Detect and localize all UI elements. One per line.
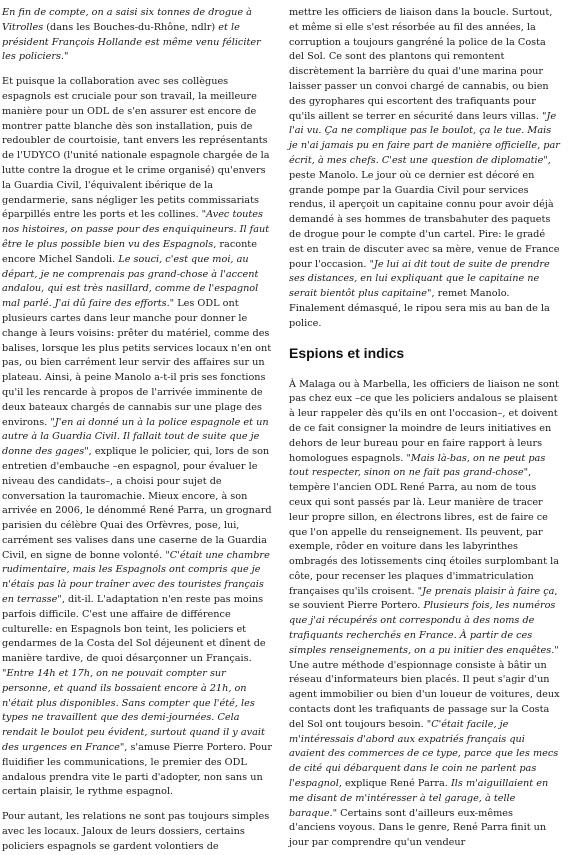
quote-run: "C'était une chambre rudimentaire, mais les Espagnols ont compris que je n'étais pas là pour traîner avec des touristes français en terrasse" (2, 549, 270, 606)
text-run: , explique René Parra. (338, 778, 451, 790)
text-run: , raconte encore Michel Sandoli. (2, 238, 257, 265)
text-run: , dit-il. L'adaptation n'en reste pas moins parfois difficile. C'est une affaire de différence culturelle: en Espagnols bon teint, les policiers et gendarmes de la Costa del Sol déjeunent et dînent de manière tardive, de quoi désarçonner un Français. (2, 594, 266, 665)
left-column (2, 6, 273, 855)
paragraph-relations (2, 810, 273, 854)
text-run: , s'amuse Pierre Portero. Pour fluidifier les communications, le premier des ODL andalous prendra vite le parti d'adopter, non sans un certain plaisir, le rythme espagnol. (2, 742, 272, 798)
paragraph-collaboration (2, 75, 273, 800)
text-run: , tempère l'ancien ODL René Parra, au nom de tous ceux qui sont passés par là. Leur manière de tracer leur propre sillon, en électrons libres, est de faire ce que l'on appelle du renseignement. Ils peuvent, par exemple, rôder en voiture dans les labyrinthes ombragés des lotissements cinq étoiles surplombant la côte, pour recenser les plaques d'immatriculation françaises qu'ils croisent. (289, 467, 560, 597)
text-run: mettre les officiers de liaison dans la boucle. Surtout, et même si elle s'est résorbée au fil des années, la corruption a toujours gangréné la police de la Costa del Sol. Ce sont des plantons qui remontent discrètement la barrière du quai d'une marina pour laisser passer un convoi chargé de cannabis, ou bien des gyrophares qui escortent des trafiquants pour qu'ils aillent se terrer en sécurité dans leurs villas. (289, 7, 553, 122)
text-run: , se souvient Pierre Portero. (289, 585, 558, 612)
quote-run: "Je lui ai dit tout de suite de prendre ses distances, en lui expliquant que le capitaine ne serait bientôt plus capitaine" (289, 258, 550, 300)
text-run: Certains sont d'ailleurs eux-mêmes d'anciens voyous. Dans le genre, René Parra finit un jour par comprendre qu'un vendeur (289, 807, 547, 849)
quote-run: Le souci, c'est que moi, au départ, je ne comprenais pas grand-chose à l'accent andalou, qui est très nasillard, comme de l'espagnol mal parlé. J'ai dû faire des efforts." (2, 253, 259, 310)
quote-run: Ils m'aiguillaient en me disant de m'intéresser à tel garage, à telle baraque." (289, 778, 549, 819)
text-run: (dans les Bouches-du-Rhône, ndlr) (43, 21, 219, 33)
paragraph-intro-quote (2, 6, 273, 65)
quote-run: "C'était facile, je m'intéressais d'abord aux expatriés français qui avaient des commerces de ce type, parce que les mecs de cité qui débarquent dans le coin ne parlent pas l'espagnol (289, 718, 559, 790)
paragraph-corruption (289, 6, 560, 332)
quote-run: "Mais là-bas, on ne peut pas tout respecter, sinon on ne fait pas grand-chose" (289, 452, 546, 479)
quote-run: "Avec toutes nos histoires, on passe pour des enquiquineurs. Il faut être le plus possible bien vu des Espagnols (2, 209, 270, 250)
text-run: Les ODL ont plusieurs cartes dans leur manche pour donner le change à leurs voisins: prêter du matériel, comme des balises, lorsque les plus petits services locaux n'en ont pas, ou bien carrément leur servir des affaires sur un plateau. Ainsi, à peine Manolo a-t-il pris ses fonctions qu'il les rencarde à propos de l'arrivée imminente de deux bateaux chargés de cannabis sur une plage des environs. (2, 298, 272, 428)
quote-run: "Je prenais plaisir à faire ça (417, 585, 555, 597)
paragraph-espions (289, 378, 560, 852)
text-run: , peste Manolo. Le jour où ce dernier est décoré en grande pompe par la Guardia Civil pour services rendus, il aperçoit un capitaine connu pour avoir déjà demandé à ses hommes de transbahuter des paquets de drogue pour le compte d'un cartel. Pire: le gradé est en train de discuter avec sa mère, venue de France pour l'occasion. (289, 154, 560, 270)
text-run: Et puisque la collaboration avec ses collègues espagnols est cruciale pour son travail, la meilleure manière pour un ODL de s'en assurer est encore de montrer patte blanche dès son installation, puis de redoubler de courtoisie, tant envers les représentants de l'UDYCO (l'unité nationale espagnole chargée de la lutte contre la drogue et le crime organisé) qu'envers la Guardia Civil, l'équivalent ibérique de la gendarmerie, sans négliger les petits commissariats éparpillés entre les ports et les collines. (2, 76, 270, 221)
quote-run: "Je l'ai vu. Ça ne complique pas le boulot, ça le tue. Mais je n'ai jamais pu en faire part de manière officielle, par écrit, à mes chefs. C'est une question de diplomatie" (289, 110, 560, 166)
text-run: Une autre méthode d'espionnage consiste à bâtir un réseau d'informateurs bien placés. Il peut s'agir d'un agent immobilier ou bien d'un loueur de voitures, deux contacts dont les trafiquants de passage sur la Costa del Sol ont toujours besoin. (289, 659, 560, 730)
text-run: , explique le policier, qui, lors de son entretien d'embauche –en espagnol, pour évaluer le niveau des candidats–, a choisi pour sujet de conversation la tauromachie. Mieux encore, à son arrivée en 2006, le dénommé René Parra, un grognard parisien du célèbre Quai des Orfèvres, pose, lui, carrément ses valises dans une caserne de la Guardia Civil, en signe de bonne volonté. (2, 446, 272, 561)
quote-run: Plusieurs fois, les numéros que j'ai récupérés ont correspondu à des noms de trafiquants recherchés en France. À partir de ces simples renseignements, on a pu initier des enquêtes." (289, 600, 559, 656)
right-column (289, 6, 560, 851)
text-run: À Malaga ou à Marbella, les officiers de liaison ne sont pas chez eux –ce que les policiers andalous se plaisent à leur rappeler dès qu'ils en ont l'occasion–, et doivent de ce fait consigner la moindre de leurs initiatives en dehors de leur bureau pour en faire rapport à leurs homologues espagnols. (289, 378, 559, 464)
text-run: , remet Manolo. Finalement démasqué, le ripou sera mis au ban de la police. (289, 288, 550, 329)
quote-run: "Entre 14h et 17h, on ne pouvait compter sur personne, et quand ils bossaient encore à 21h, on n'était plus disponibles. Sans compter que l'été, les types ne travaillent que des demi-journées. Cela rendait le boulot peu évident, surtout quand il y avait des urgences en France" (2, 668, 265, 754)
quote-run: En fin de compte, on a saisi six tonnes de drogue à Vitrolles (2, 7, 252, 33)
text-run: Pour autant, les relations ne sont pas toujours simples avec les locaux. Jaloux de leurs dossiers, certains policiers espagnols se gardent volontiers de (2, 811, 270, 852)
section-heading: Espions et indics (289, 344, 405, 361)
quote-run: "J'en ai donné un à la police espagnole et un autre à la Guardia Civil. Il fallait tout de suite que je donne des gages" (2, 416, 269, 458)
quote-run: et le président François Hollande est même venu féliciter les policiers." (2, 21, 261, 63)
